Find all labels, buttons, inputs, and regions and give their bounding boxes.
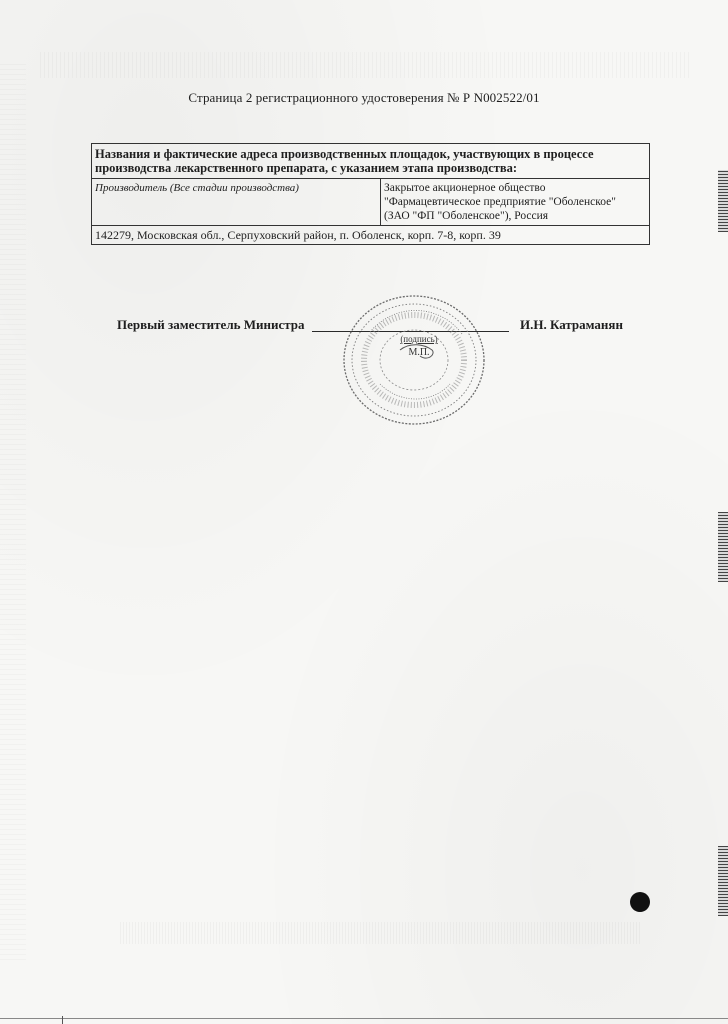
bottom-rule [0,1018,728,1019]
table-row [92,226,650,245]
signature-label: (подпись) [400,334,438,344]
stamp-label: М.П. [408,347,430,358]
seal-stamp-icon [340,292,488,428]
table-heading-line: Названия и фактические адреса производственных площадок, участвующих в процессе [95,147,594,161]
manufacturer-name [381,179,650,226]
manufacturer-role: Производитель (Все стадии производства) [92,179,381,226]
signatory-title: Первый заместитель Министра [117,317,305,332]
org-line: "Фармацевтическое предприятие "Оболенское" [384,196,616,208]
table-heading-row [92,144,650,179]
official-seal [340,292,488,428]
page-header: Страница 2 регистрационного удостоверения № Р N002522/01 [188,90,540,105]
punch-hole [630,892,650,912]
edge-scan-mark [718,846,728,916]
table-heading-line: производства лекарственного препарата, с указанием этапа производства: [95,161,518,175]
signatory-name: И.Н. Катраманян [520,317,623,332]
edge-scan-mark [718,170,728,232]
table-heading [92,144,650,179]
production-sites-table [91,143,650,245]
scan-noise-top [40,52,690,78]
site-address: 142279, Московская обл., Серпуховский район, п. Оболенск, корп. 7-8, корп. 39 [92,226,650,245]
scan-noise-left [0,60,26,960]
edge-scan-mark [718,512,728,582]
bottom-tick [62,1016,63,1024]
org-line: (ЗАО "ФП "Оболенское"), Россия [384,210,549,222]
scan-noise-bottom [120,922,640,944]
org-line: Закрытое акционерное общество [384,182,546,194]
table-row [92,179,650,226]
